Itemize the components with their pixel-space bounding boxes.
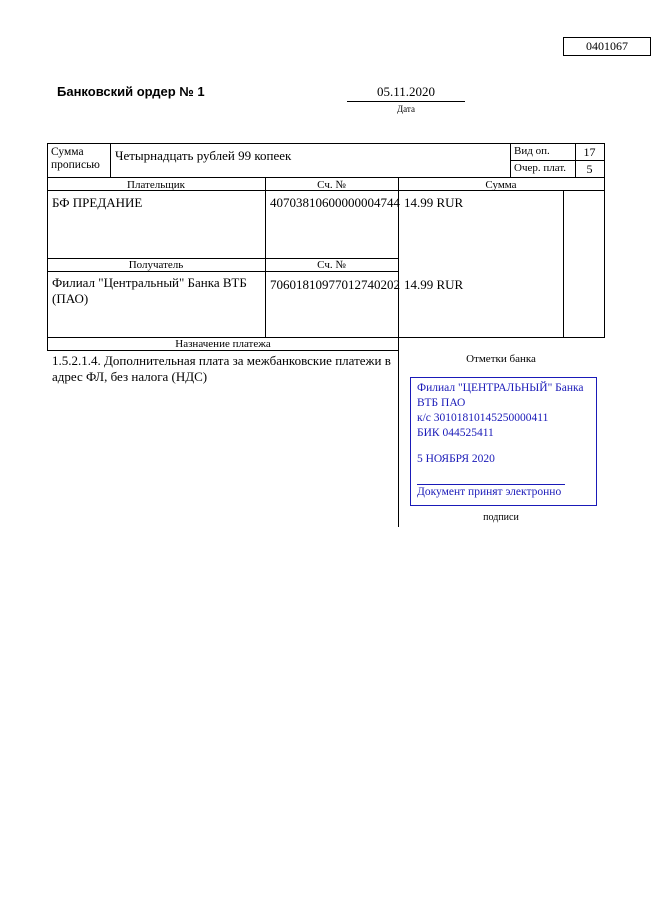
table-border-sumlabel: [110, 143, 111, 177]
stamp-bik: БИК 044525411: [417, 427, 494, 439]
priority-value: 5: [586, 162, 593, 176]
signatures-label: подписи: [483, 512, 519, 523]
bank-stamp: [410, 377, 597, 506]
recipient-amount: 14.99 RUR: [404, 277, 464, 292]
stamp-footer: Документ принят электронно: [417, 486, 562, 498]
table-border-top: [47, 143, 605, 144]
table-border-row1-bottom: [47, 177, 605, 178]
payer-account: 40703810600000004744: [270, 195, 400, 210]
stamp-date: 5 НОЯБРЯ 2020: [417, 453, 495, 465]
op-type-label: Вид оп.: [514, 145, 550, 157]
table-border-sumdiv: [563, 190, 564, 337]
op-type-value: 17: [583, 145, 596, 159]
purpose-text: 1.5.2.1.4. Дополнительная плата за межбанковские платежи в адрес ФЛ, без налога (НДС): [52, 353, 391, 384]
table-border-col2: [398, 177, 399, 527]
recipient-name: Филиал "Центральный" Банка ВТБ (ПАО): [52, 275, 247, 306]
purpose-header: Назначение платежа: [175, 338, 271, 350]
date-label: Дата: [397, 104, 415, 114]
date-underline: [347, 101, 465, 102]
payer-column-header: Плательщик: [127, 179, 185, 191]
priority-label: Очер. плат.: [514, 162, 567, 174]
document-title: Банковский ордер № 1: [57, 84, 205, 99]
stamp-corr-account: к/с 30101810145250000411: [417, 412, 549, 424]
table-border-purpose-bottom: [47, 350, 399, 351]
stamp-bank-name-line1: Филиал "ЦЕНТРАЛЬНЫЙ" Банка: [417, 382, 584, 394]
amount-words-value: Четырнадцать рублей 99 копеек: [115, 148, 292, 163]
recipient-account: 70601810977012740202: [270, 277, 400, 292]
table-border-recipient-bottom: [47, 271, 399, 272]
payer-amount: 14.99 RUR: [404, 195, 464, 210]
recipient-column-header: Получатель: [128, 259, 184, 271]
table-border-col1: [265, 177, 266, 337]
date-value: 05.11.2020: [376, 84, 436, 99]
bank-marks-header: Отметки банка: [466, 353, 536, 365]
amount-words-label: Сумма прописью: [51, 146, 100, 171]
table-border-left: [47, 143, 48, 350]
form-code-box: [563, 37, 651, 56]
payer-name: БФ ПРЕДАНИЕ: [52, 195, 143, 210]
form-code: 0401067: [586, 39, 628, 53]
account-column-header: Сч. №: [317, 179, 346, 191]
stamp-bank-name-line2: ВТБ ПАО: [417, 397, 466, 409]
table-border-right: [604, 143, 605, 337]
table-border-opleft: [510, 143, 511, 177]
amount-column-header: Сумма: [485, 179, 517, 191]
table-border-opdiv: [510, 160, 605, 161]
recipient-account-header: Сч. №: [317, 259, 346, 271]
